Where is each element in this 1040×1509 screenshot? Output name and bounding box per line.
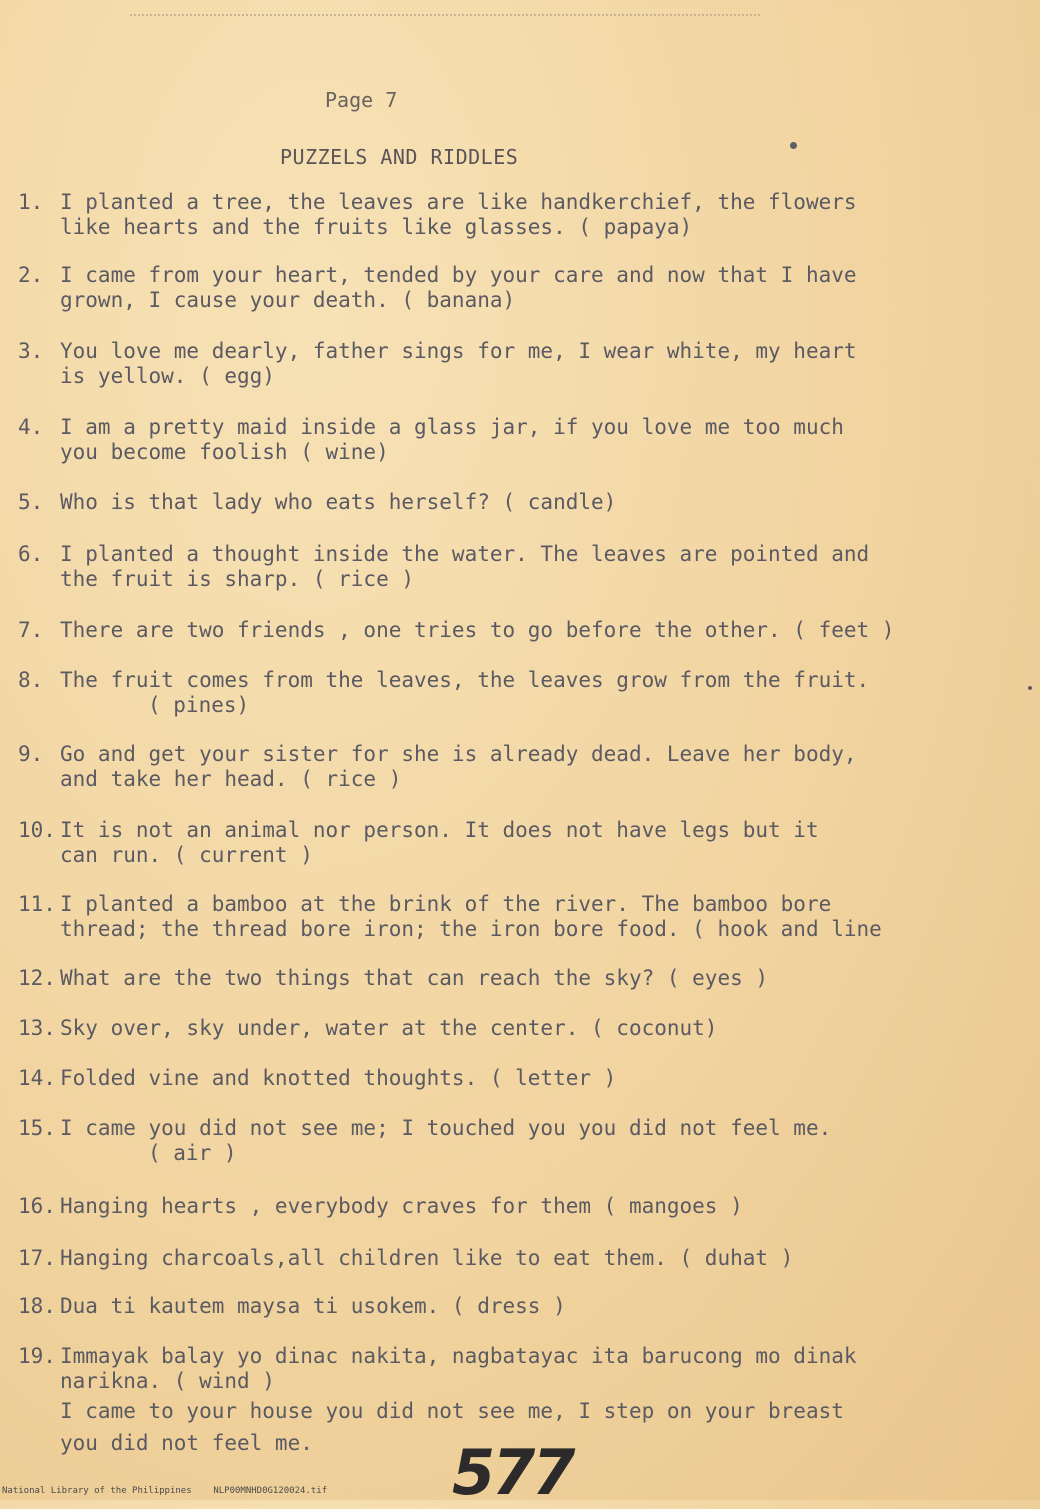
- riddle-item: [18, 542, 1028, 592]
- riddle-line-1: Folded vine and knotted thoughts. ( letter ): [60, 1066, 617, 1090]
- riddle-item: [18, 1016, 1028, 1041]
- extra-line: you did not feel me.: [60, 1431, 313, 1455]
- riddle-line-2: and take her head. ( rice ): [60, 767, 402, 791]
- riddle-line-1: I came from your heart, tended by your care and now that I have: [60, 263, 857, 287]
- riddle-number: 10.: [18, 818, 56, 842]
- riddle-item: [18, 1344, 1028, 1394]
- riddle-line-2: like hearts and the fruits like glasses. ( papaya): [60, 215, 693, 239]
- page-number: Page 7: [325, 88, 398, 112]
- top-dotted-line: [130, 14, 760, 16]
- riddle-line-1: Dua ti kautem maysa ti usokem. ( dress ): [60, 1294, 566, 1318]
- riddle-line-2: ( pines): [148, 693, 250, 717]
- riddle-number: 16.: [18, 1194, 56, 1218]
- riddle-line-1: There are two friends , one tries to go before the other. ( feet ): [60, 618, 895, 642]
- riddle-line-1: Sky over, sky under, water at the center. ( coconut): [60, 1016, 718, 1040]
- riddle-item: [18, 1194, 1028, 1219]
- riddle-number: 3.: [18, 339, 44, 363]
- riddle-number: 11.: [18, 892, 56, 916]
- riddle-item: [18, 1246, 1028, 1271]
- riddle-item: [18, 1294, 1028, 1319]
- riddle-number: 1.: [18, 190, 44, 214]
- riddle-number: 17.: [18, 1246, 56, 1270]
- riddle-number: 6.: [18, 542, 44, 566]
- riddle-line-2: narikna. ( wind ): [60, 1369, 275, 1393]
- riddle-item: [18, 818, 1028, 868]
- riddle-line-2: the fruit is sharp. ( rice ): [60, 567, 415, 591]
- riddle-line-2: grown, I cause your death. ( banana): [60, 288, 516, 312]
- riddle-line-1: Hanging charcoals,all children like to eat them. ( duhat ): [60, 1246, 794, 1270]
- riddle-item: [18, 742, 1028, 792]
- riddle-line-1: It is not an animal nor person. It does not have legs but it: [60, 818, 819, 842]
- riddle-line-2: is yellow. ( egg): [60, 364, 275, 388]
- riddle-number: 5.: [18, 490, 44, 514]
- riddle-item: [18, 490, 1028, 515]
- riddle-number: 2.: [18, 263, 44, 287]
- riddle-line-1: You love me dearly, father sings for me, I wear white, my heart: [60, 339, 857, 363]
- riddle-number: 9.: [18, 742, 44, 766]
- riddle-line-1: The fruit comes from the leaves, the leaves grow from the fruit.: [60, 668, 870, 692]
- riddle-item: [18, 966, 1028, 991]
- riddle-line-1: I planted a bamboo at the brink of the river. The bamboo bore: [60, 892, 832, 916]
- riddle-item: [18, 263, 1028, 313]
- page-title: PUZZELS AND RIDDLES: [280, 145, 519, 169]
- riddle-line-1: I planted a tree, the leaves are like handkerchief, the flowers: [60, 190, 857, 214]
- riddle-number: 4.: [18, 415, 44, 439]
- extra-line: I came to your house you did not see me, I step on your breast: [60, 1399, 844, 1423]
- riddle-number: 14.: [18, 1066, 56, 1090]
- ink-dot: [790, 142, 797, 149]
- riddle-line-2: thread; the thread bore iron; the iron bore food. ( hook and line: [60, 917, 882, 941]
- footer-caption: National Library of the Philippines NLP00MNHD0G120024.tif: [2, 1486, 328, 1496]
- riddle-number: 7.: [18, 618, 44, 642]
- riddle-item: [18, 1066, 1028, 1091]
- riddle-number: 12.: [18, 966, 56, 990]
- riddle-number: 19.: [18, 1344, 56, 1368]
- riddle-line-1: I am a pretty maid inside a glass jar, if you love me too much: [60, 415, 844, 439]
- riddle-line-1: I planted a thought inside the water. The leaves are pointed and: [60, 542, 870, 566]
- riddle-line-1: Go and get your sister for she is already dead. Leave her body,: [60, 742, 857, 766]
- riddle-number: 8.: [18, 668, 44, 692]
- riddle-line-1: Who is that lady who eats herself? ( candle): [60, 490, 617, 514]
- riddle-line-1: Hanging hearts , everybody craves for them ( mangoes ): [60, 1194, 743, 1218]
- riddle-line-1: What are the two things that can reach the sky? ( eyes ): [60, 966, 769, 990]
- stamp-number: 577: [452, 1436, 573, 1509]
- riddle-item: [18, 618, 1028, 643]
- riddle-item: [18, 668, 1028, 718]
- riddle-item: [18, 339, 1028, 389]
- riddle-item: [18, 190, 1028, 240]
- riddle-item: [18, 1116, 1028, 1166]
- riddle-line-1: Immayak balay yo dinac nakita, nagbatayac ita barucong mo dinak: [60, 1344, 857, 1368]
- ink-dot: [1028, 686, 1032, 690]
- riddle-item: [18, 892, 1028, 942]
- riddle-line-1: I came you did not see me; I touched you you did not feel me.: [60, 1116, 832, 1140]
- riddle-line-2: can run. ( current ): [60, 843, 313, 867]
- riddle-item: [18, 415, 1028, 465]
- riddle-number: 18.: [18, 1294, 56, 1318]
- riddle-line-2: ( air ): [148, 1141, 237, 1165]
- riddle-number: 13.: [18, 1016, 56, 1040]
- riddle-number: 15.: [18, 1116, 56, 1140]
- riddle-line-2: you become foolish ( wine): [60, 440, 389, 464]
